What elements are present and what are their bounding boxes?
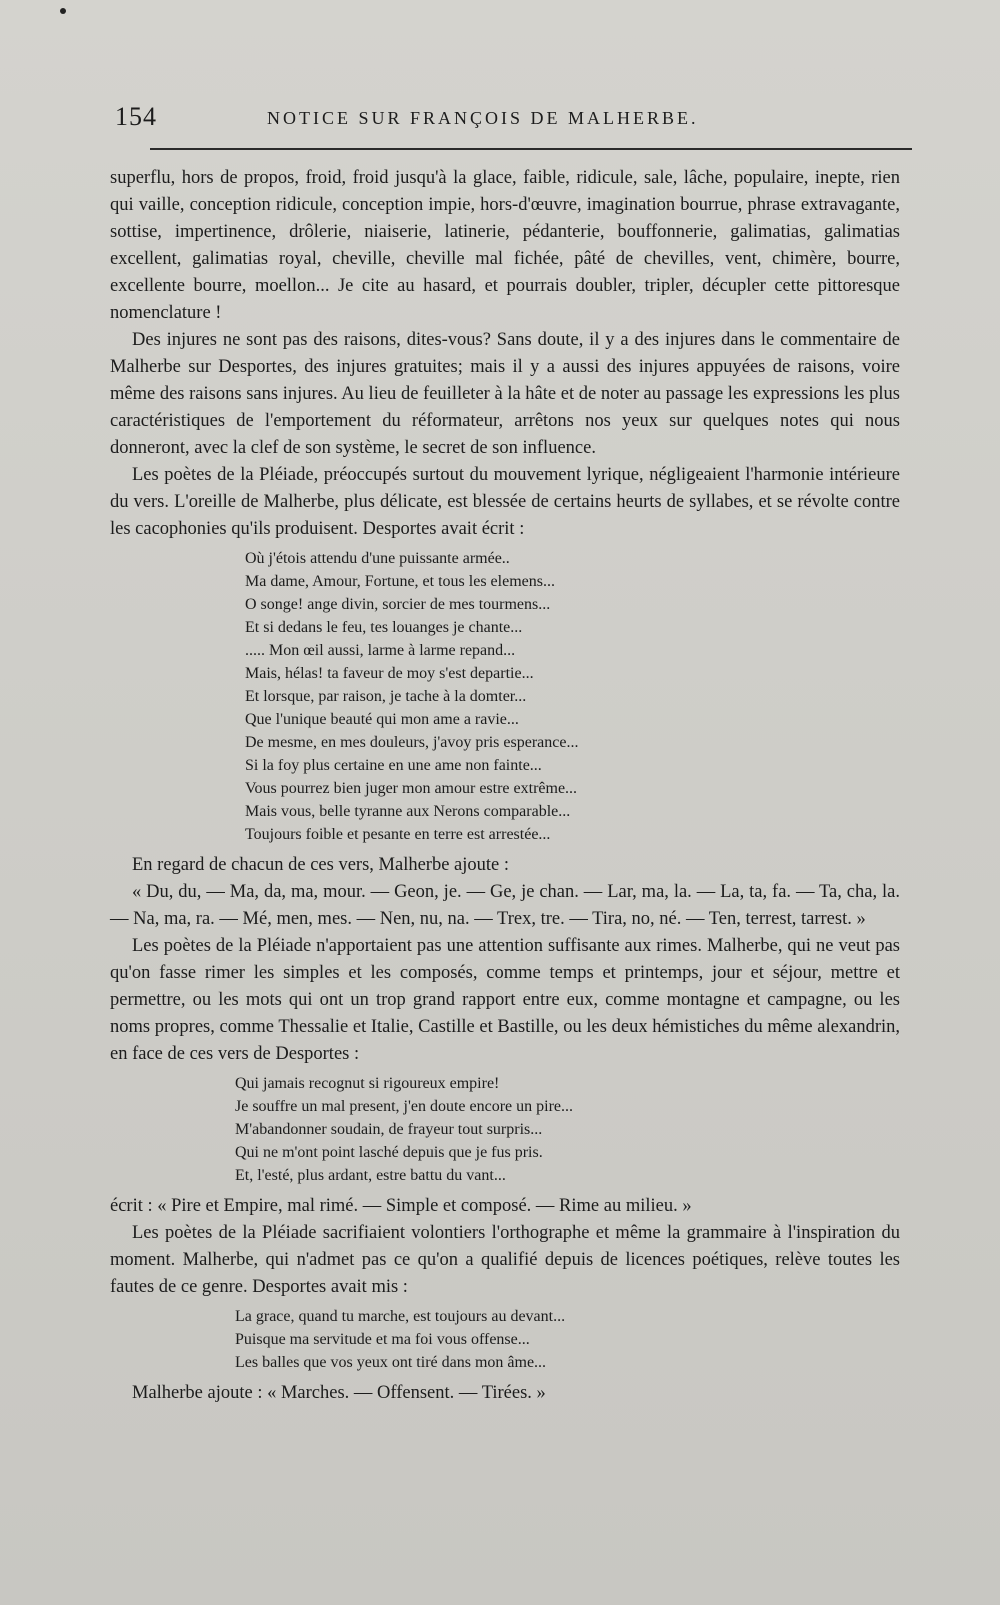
verse-line: De mesme, en mes douleurs, j'avoy pris esperance... [245, 734, 579, 751]
verse-line: Que l'unique beauté qui mon ame a ravie... [245, 711, 519, 728]
verse-line: Et, l'esté, plus ardant, estre battu du vant... [235, 1167, 506, 1184]
paragraph: Les poètes de la Pléiade n'apportaient pas une attention suffisante aux rimes. Malherbe, qui ne veut pas qu'on fasse rimer les simples et les composés, comme temps et printemps, jour et séjour, mettre et permettre, ou les mots qui ont un trop grand rapport entre eux, comme montagne et campagne, ou les noms propres, comme Thessalie et Italie, Castille et Bastille, ou les deux hémistiches du même alexandrin, en face de ces vers de Desportes : [110, 936, 900, 1064]
paragraph: Malherbe ajoute : « Marches. — Offensent. — Tirées. » [132, 1383, 546, 1403]
paragraph: « Du, du, — Ma, da, ma, mour. — Geon, je. — Ge, je chan. — Lar, ma, la. — La, ta, fa. — Ta, cha, la. — Na, ma, ra. — Mé, men, mes. — Nen, nu, na. — Trex, tre. — Tira, no, né. — Ten, terrest, tarrest. » [110, 882, 900, 929]
verse-block [235, 1072, 900, 1187]
verse-line: Et si dedans le feu, tes louanges je chante... [245, 619, 523, 636]
header-rule [150, 148, 912, 150]
verse-block [235, 1305, 900, 1374]
verse-line: Puisque ma servitude et ma foi vous offense... [235, 1331, 530, 1348]
verse-line: M'abandonner soudain, de frayeur tout surpris... [235, 1121, 543, 1138]
paragraph: Les poètes de la Pléiade sacrifiaient volontiers l'orthographe et même la grammaire à l'inspiration du moment. Malherbe, qui n'admet pas ce qu'on a qualifié depuis de licences poétiques, relève toutes les fautes de ce genre. Desportes avait mis : [110, 1223, 900, 1297]
verse-line: Mais vous, belle tyranne aux Nerons comparable... [245, 803, 571, 820]
verse-line: O songe! ange divin, sorcier de mes tourmens... [245, 596, 551, 613]
verse-line: ..... Mon œil aussi, larme à larme repand... [245, 642, 516, 659]
verse-line: Mais, hélas! ta faveur de moy s'est departie... [245, 665, 534, 682]
verse-line: Si la foy plus certaine en une ame non fainte... [245, 757, 542, 774]
verse-line: Je souffre un mal present, j'en doute encore un pire... [235, 1098, 574, 1115]
verse-line: Les balles que vos yeux ont tiré dans mon âme... [235, 1354, 547, 1371]
page-header [115, 100, 910, 140]
paragraph: superflu, hors de propos, froid, froid jusqu'à la glace, faible, ridicule, sale, lâche, populaire, inepte, rien qui vaille, conception ridicule, conception impie, hors-d'œuvre, imagination bourrue, phrase extravagante, sottise, impertinence, drôlerie, niaiserie, latinerie, pédanterie, bouffonnerie, galimatias, galimatias excellent, galimatias royal, cheville, cheville mal fichée, pâté de chevilles, vent, chimère, bourre, excellente bourre, moellon... Je cite au hasard, et pourrais doubler, tripler, décupler cette pittoresque nomenclature ! [110, 168, 900, 323]
verse-line: Vous pourrez bien juger mon amour estre extrême... [245, 780, 578, 797]
verse-line: Toujours foible et pesante en terre est arrestée... [245, 826, 551, 843]
verse-line: Qui ne m'ont point lasché depuis que je fus pris. [235, 1144, 543, 1161]
verse-line: Qui jamais recognut si rigoureux empire! [235, 1075, 500, 1092]
body-text [110, 165, 900, 1407]
verse-block [245, 547, 900, 846]
paragraph: En regard de chacun de ces vers, Malherbe ajoute : [132, 855, 510, 875]
running-title: NOTICE SUR FRANÇOIS DE MALHERBE. [267, 108, 699, 128]
verse-line: Et lorsque, par raison, je tache à la domter... [245, 688, 527, 705]
paragraph: Des injures ne sont pas des raisons, dites-vous? Sans doute, il y a des injures dans le commentaire de Malherbe sur Desportes, des injures gratuites; mais il y a aussi des injures appuyées de raisons, voire même des raisons sans injures. Au lieu de feuilleter à la hâte et de noter au passage les expressions les plus caractéristiques de l'emportement du réformateur, arrêtons nos yeux sur quelques notes qui nous donneront, avec la clef de son système, le secret de son influence. [110, 330, 900, 458]
verse-line: Où j'étois attendu d'une puissante armée.. [245, 550, 510, 567]
verse-line: Ma dame, Amour, Fortune, et tous les elemens... [245, 573, 555, 590]
ink-speck [60, 8, 66, 14]
paragraph: Les poètes de la Pléiade, préoccupés surtout du mouvement lyrique, négligeaient l'harmonie intérieure du vers. L'oreille de Malherbe, plus délicate, est blessée de certains heurts de syllabes, et se révolte contre les cacophonies qu'ils produisent. Desportes avait écrit : [110, 465, 900, 539]
page-number: 154 [115, 102, 157, 131]
paragraph: écrit : « Pire et Empire, mal rimé. — Simple et composé. — Rime au milieu. » [110, 1196, 692, 1216]
verse-line: La grace, quand tu marche, est toujours au devant... [235, 1308, 566, 1325]
